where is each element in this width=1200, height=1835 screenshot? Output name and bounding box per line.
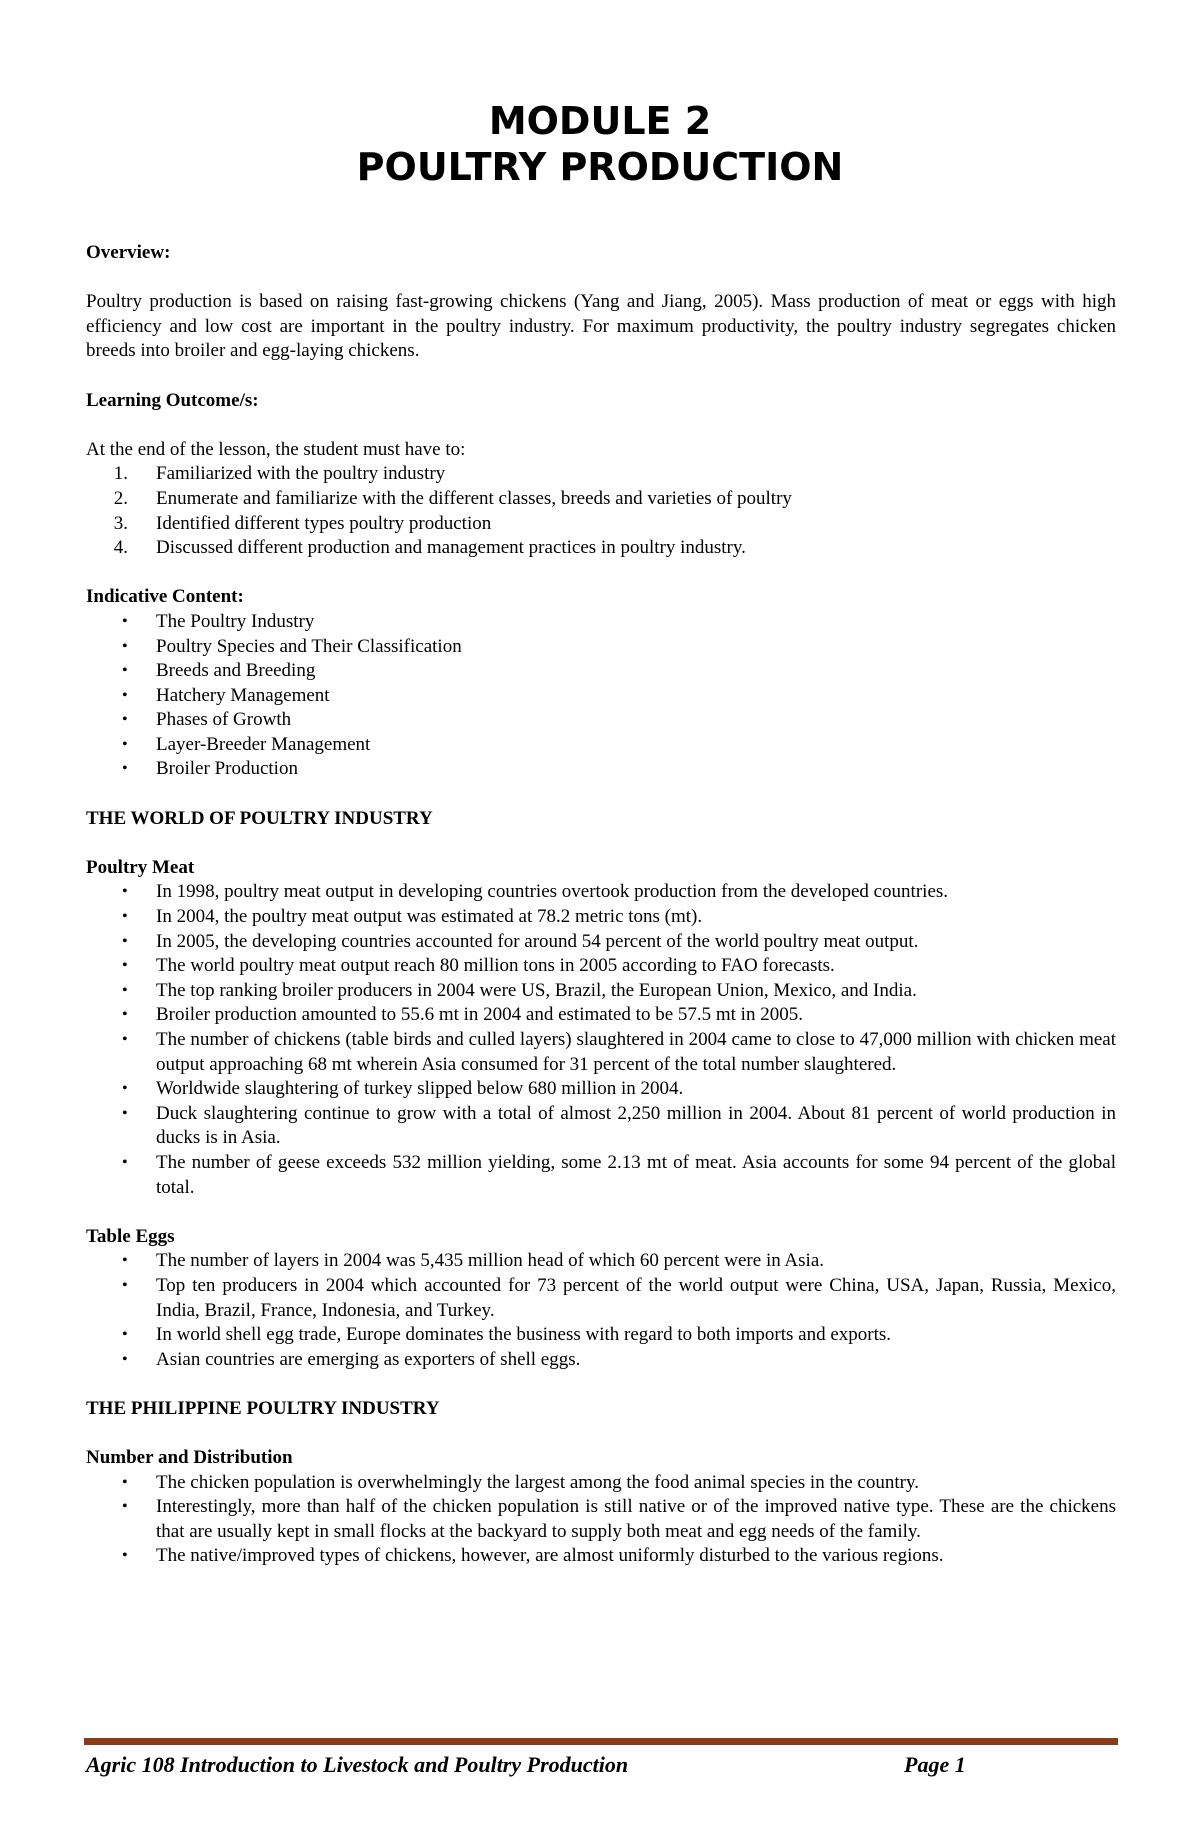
list-item: • The Poultry Industry — [86, 610, 1116, 635]
list-item: • In 2004, the poultry meat output was estimated at 78.2 metric tons (mt). — [86, 905, 1116, 930]
list-item: • Layer-Breeder Management — [86, 733, 1116, 758]
overview-text: Poultry production is based on raising fast-growing chickens (Yang and Jiang, 2005). Mass production of meat or eggs with high efficiency and low cost are important in the poultry industry. For maximum productivity, the poultry industry segregates chicken breeds into broiler and egg-laying chickens. — [86, 291, 1116, 362]
list-item: • Duck slaughtering continue to grow with a total of almost 2,250 million in 2004. About 81 percent of world production in ducks is in Asia. — [122, 1102, 1116, 1149]
bullet-icon: • — [122, 1153, 128, 1171]
bullet-icon: • — [122, 637, 128, 655]
list-item: • Asian countries are emerging as exporters of shell eggs. — [86, 1348, 1116, 1373]
bullet-icon: • — [122, 1252, 128, 1270]
bullet-icon: • — [122, 760, 128, 778]
bullet-icon: • — [122, 957, 128, 975]
list-item: • The world poultry meat output reach 80 million tons in 2005 according to FAO forecasts. — [86, 954, 1116, 979]
list-item: • The native/improved types of chickens, however, are almost uniformly disturbed to the various regions. — [86, 1544, 1116, 1569]
list-item: 3. Identified different types poultry production — [113, 512, 492, 534]
list-item: 2. Enumerate and familiarize with the different classes, breeds and varieties of poultry — [113, 487, 792, 509]
world-heading: THE WORLD OF POULTRY INDUSTRY — [86, 807, 433, 829]
list-item: • Breeds and Breeding — [86, 659, 1116, 684]
indicative-heading: Indicative Content: — [86, 586, 244, 608]
list-item: • Poultry Species and Their Classification — [86, 635, 1116, 660]
bullet-icon: • — [122, 1473, 128, 1491]
list-item: 4. Discussed different production and management practices in poultry industry. — [113, 537, 746, 559]
title-block — [0, 98, 1200, 190]
list-item: • Hatchery Management — [86, 684, 1116, 709]
list-item: • The number of chickens (table birds and culled layers) slaughtered in 2004 came to close to 47,000 million with chicken meat output approaching 68 mt wherein Asia consumed for 31 percent of the total number slaughtered. — [122, 1029, 1116, 1075]
philippine-heading: THE PHILIPPINE POULTRY INDUSTRY — [86, 1397, 440, 1419]
list-item: • Phases of Growth — [86, 708, 1116, 733]
meat-list — [86, 880, 1116, 1200]
list-item: • In 2005, the developing countries accounted for around 54 percent of the world poultry meat output. — [86, 930, 1116, 955]
eggs-heading: Table Eggs — [86, 1225, 175, 1247]
outcomes-list — [86, 462, 1116, 560]
bullet-icon: • — [122, 1276, 128, 1294]
list-item: • Broiler production amounted to 55.6 mt in 2004 and estimated to be 57.5 mt in 2005. — [86, 1003, 1116, 1028]
document-body — [86, 241, 1116, 1569]
list-item: 1. Familiarized with the poultry industry — [113, 463, 446, 485]
bullet-icon: • — [122, 686, 128, 704]
bullet-icon: • — [122, 735, 128, 753]
page-footer — [86, 1750, 1116, 1782]
list-item: • Top ten producers in 2004 which accounted for 73 percent of the world output were China, USA, Japan, Russia, Mexico, India, Brazil, France, Indonesia, and Turkey. — [122, 1274, 1116, 1321]
bullet-icon: • — [122, 662, 128, 680]
list-item: • In world shell egg trade, Europe dominates the business with regard to both imports and exports. — [86, 1323, 1116, 1348]
list-item: • The top ranking broiler producers in 2004 were US, Brazil, the European Union, Mexico, and India. — [86, 979, 1116, 1004]
bullet-icon: • — [122, 1326, 128, 1344]
bullet-icon: • — [122, 1547, 128, 1565]
list-item: • The number of geese exceeds 532 million yielding, some 2.13 mt of meat. Asia accounts for some 94 percent of the global total. — [122, 1151, 1116, 1198]
bullet-icon: • — [122, 1350, 128, 1368]
footer-rule — [84, 1738, 1118, 1745]
footer-page-number: Page 1 — [904, 1752, 966, 1777]
bullet-icon: • — [122, 908, 128, 926]
distribution-list — [86, 1471, 1116, 1569]
bullet-icon: • — [122, 612, 128, 630]
overview-heading: Overview: — [86, 242, 171, 263]
bullet-icon: • — [122, 1104, 128, 1122]
bullet-icon: • — [122, 932, 128, 950]
outcomes-intro: At the end of the lesson, the student must have to: — [86, 438, 466, 460]
meat-heading: Poultry Meat — [86, 856, 195, 878]
distribution-heading: Number and Distribution — [86, 1447, 293, 1469]
module-number: MODULE 2 — [488, 99, 712, 143]
list-item: • Interestingly, more than half of the chicken population is still native or of the improved native type. These are the chickens that are usually kept in small flocks at the backyard to supply both meat and egg needs of the family. — [122, 1496, 1116, 1542]
list-item: • Worldwide slaughtering of turkey slipped below 680 million in 2004. — [86, 1077, 1116, 1102]
list-item: • Broiler Production — [86, 757, 1116, 782]
bullet-icon: • — [122, 981, 128, 999]
list-item: • The chicken population is overwhelmingly the largest among the food animal species in the country. — [86, 1471, 1116, 1496]
page-title: POULTRY PRODUCTION — [356, 145, 844, 189]
bullet-icon: • — [122, 1031, 128, 1048]
outcomes-heading: Learning Outcome/s: — [86, 389, 259, 411]
bullet-icon: • — [122, 883, 128, 901]
eggs-list — [86, 1249, 1116, 1372]
list-item: • In 1998, poultry meat output in developing countries overtook production from the developed countries. — [86, 880, 1116, 905]
footer-course: Agric 108 Introduction to Livestock and Poultry Production — [86, 1752, 629, 1777]
bullet-icon: • — [122, 1006, 128, 1024]
indicative-list — [86, 610, 1116, 782]
bullet-icon: • — [122, 1498, 128, 1516]
bullet-icon: • — [122, 711, 128, 729]
list-item: • The number of layers in 2004 was 5,435 million head of which 60 percent were in Asia. — [86, 1249, 1116, 1274]
bullet-icon: • — [122, 1080, 128, 1098]
